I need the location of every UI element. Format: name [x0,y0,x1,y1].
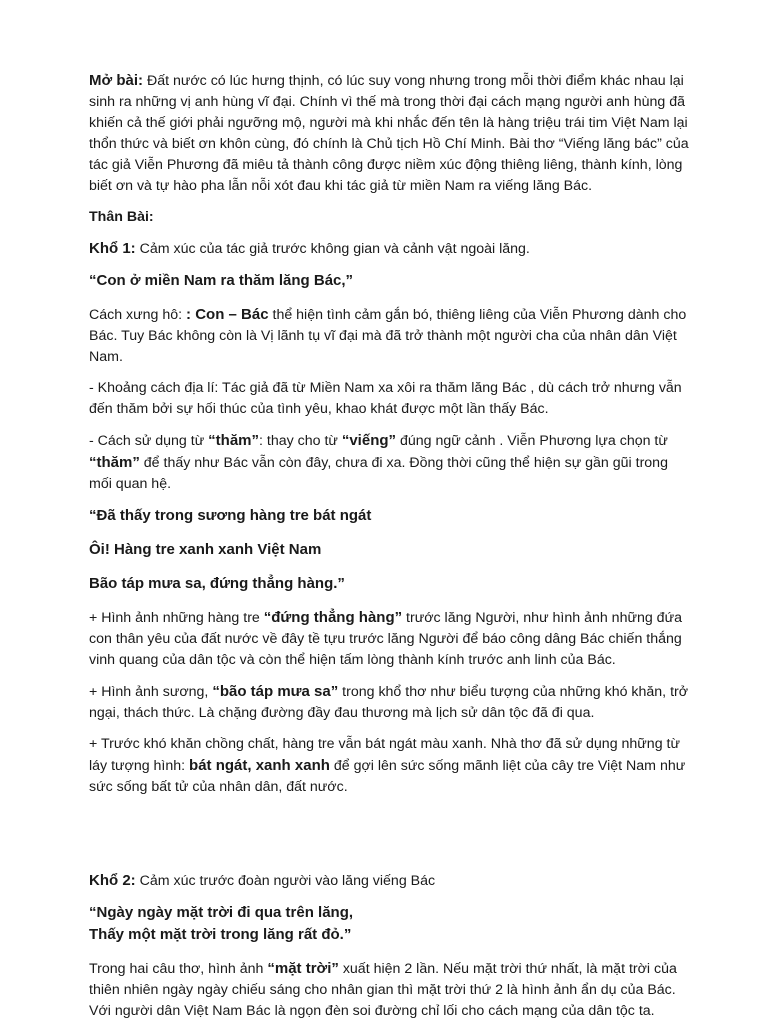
emphasis-run: “bão táp mưa sa” [212,683,339,700]
body-heading [89,207,689,228]
verse-text: “Đã thấy trong sương hàng tre bát ngát [89,507,372,524]
sun-paragraph [89,958,689,1022]
emphasis-run: “đứng thẳng hàng” [263,609,403,626]
storm-paragraph [89,681,689,724]
verse-line [89,505,689,527]
text-run: xuất hiện 2 lần. Nếu mặt trời thứ nhất, là mặt trời của thiên nhiên ngày ngày chiếu sáng cho nhân gian thì mặt trời thứ 2 là hình ảnh ẩn dụ của Bác. Với người dân Việt Nam Bác là ngọn đèn soi đường chỉ lối cho cách mạng của dân tộc ta. [89,961,677,1019]
text-run: thể hiện tình cảm gắn bó, thiêng liêng của Viễn Phương dành cho Bác. Tuy Bác không còn là Vị lãnh tụ vĩ đại mà đã trở thành một người cha của nhân dân Việt Nam. [89,307,687,365]
emphasis-run: : Con – Bác [186,306,269,323]
stanza1-quote [89,270,689,292]
verse-text: Thấy một mặt trời trong lăng rất đỏ.” [89,926,352,943]
emphasis-run: “thăm” [208,432,259,449]
distance-paragraph [89,378,689,420]
stanza2-desc: Cảm xúc trước đoàn người vào lăng viếng Bác [135,873,436,889]
text-run: : thay cho từ [259,433,342,449]
intro-text: Đất nước có lúc hưng thịnh, có lúc suy vong nhưng trong mỗi thời điểm khác nhau lại sinh ra những vị anh hùng vĩ đại. Chính vì thế mà trong thời đại cách mạng người anh hùng đã khiến cả thế giới phải ngưỡng mộ, người mà khi nhắc đến tên là hàng triệu trái tim Việt Nam lại thổn thức và biết ơn khôn cùng, đó chính là Chủ tịch Hồ Chí Minh. Bài thơ “Viếng lăng bác” của tác giả Viễn Phương đã miêu tả thành công được niềm xúc động thiêng liêng, thành kính, lòng biết ơn và tự hào pha lẫn nỗi xót đau khi tác giả từ miền Nam ra viếng lăng Bác. [89,73,689,194]
text-run: Cách xưng hô: [89,307,187,323]
verse-text: “Ngày ngày mặt trời đi qua trên lăng, [89,904,354,921]
text-run: trước lăng Người, như hình ảnh những đứa con thân yêu của đất nước về đây tề tựu trước lăng Người để báo công dâng Bác chiến thắng vinh quang của dân tộc và còn thể hiện tấm lòng thành kính trước anh linh của Bác. [89,610,682,668]
emphasis-run: bát ngát, xanh xanh [189,757,330,774]
stanza1-heading [89,238,689,260]
stanza1-quote-text: “Con ở miền Nam ra thăm lăng Bác,” [89,272,354,289]
intro-label: Mở bài: [89,72,143,89]
body-heading-text: Thân Bài: [89,209,154,225]
stanza2-label: Khổ 2: [89,872,136,889]
stanza1-label: Khổ 1: [89,240,136,257]
verse-line [89,573,689,595]
word-choice-paragraph [89,430,689,495]
verse-text: Ôi! Hàng tre xanh xanh Việt Nam [89,541,322,558]
vitality-paragraph [89,734,689,798]
text-run: trong khổ thơ như biểu tượng của những khó khăn, trở ngại, thách thức. Là chặng đường đầy đau thương mà lịch sử dân tộc đã đi qua. [89,684,689,721]
intro-paragraph [89,70,689,197]
verse-line [89,539,689,561]
text-run: + Hình ảnh những hàng tre [89,610,264,626]
text-run: để thấy như Bác vẫn còn đây, chưa đi xa. Đồng thời cũng thể hiện sự gần gũi trong mối quan hệ. [89,455,668,492]
document-body [89,70,689,1032]
text-run: - Cách sử dụng từ [89,433,209,449]
stanza2-heading [89,870,689,892]
section-spacer [89,808,689,870]
text-run: để gợi lên sức sống mãnh liệt của cây tre Việt Nam như sức sống bất tử của nhân dân, đất nước. [89,758,686,795]
emphasis-run: “mặt trời” [267,960,339,977]
text-run: Trong hai câu thơ, hình ảnh [89,961,268,977]
text-run: đúng ngữ cảnh . Viễn Phương lựa chọn từ [396,433,668,449]
verse-line [89,924,689,946]
stanza1-desc: Cảm xúc của tác giả trước không gian và cảnh vật ngoài lăng. [135,241,530,257]
text-run: - Khoảng cách địa lí: Tác giả đã từ Miền Nam xa xôi ra thăm lăng Bác , dù cách trở nhưng vẫn đến thăm bởi sự hối thúc của tình yêu, khao khát được một lần thấy Bác. [89,380,682,417]
text-run: + Hình ảnh sương, [89,684,213,700]
bamboo-paragraph [89,607,689,671]
emphasis-run: “thăm” [89,454,140,471]
verse-text: Bão táp mưa sa, đứng thẳng hàng.” [89,575,345,592]
verse-line [89,902,689,924]
text-run: + Trước khó khăn chồng chất, hàng tre vẫn bát ngát màu xanh. Nhà thơ đã sử dụng những từ láy tượng hình: [89,736,680,774]
address-paragraph [89,304,689,368]
emphasis-run: “viếng” [341,432,397,449]
